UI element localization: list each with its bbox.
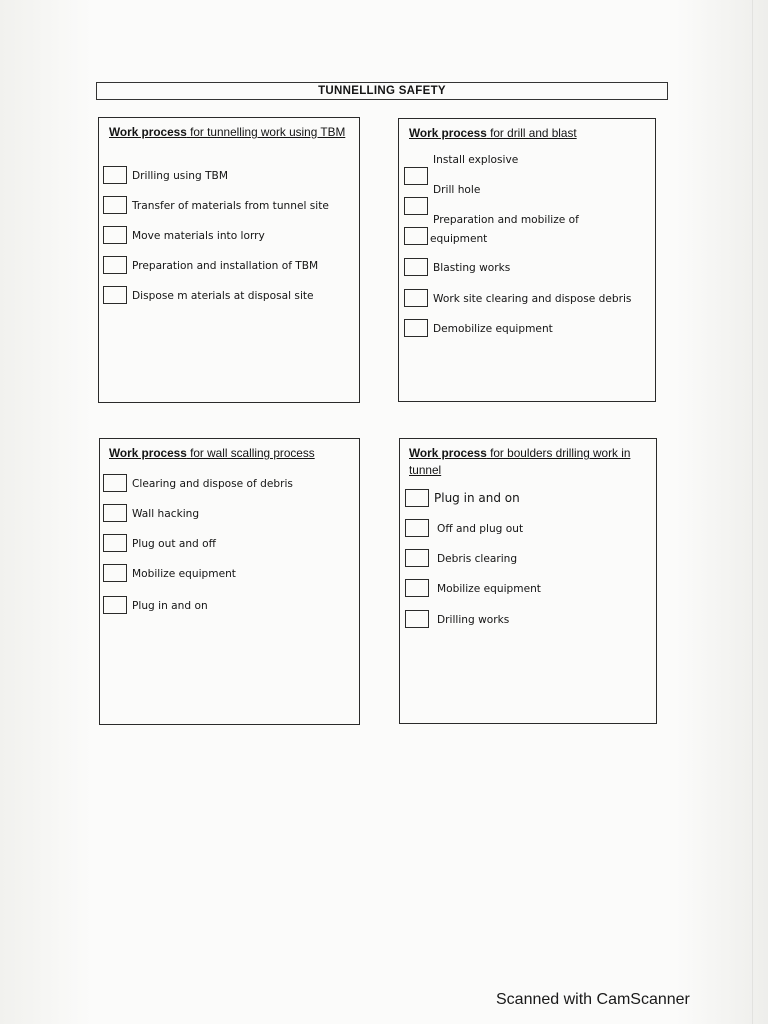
box-title-bold: Work process bbox=[409, 446, 487, 460]
checkbox[interactable] bbox=[103, 256, 127, 274]
box-title-rest: for boulders drilling work in tunnel bbox=[409, 446, 631, 477]
checkbox-label: Clearing and dispose of debris bbox=[132, 478, 293, 490]
checkbox-label: Move materials into lorry bbox=[132, 230, 265, 242]
box-title-bold: Work process bbox=[409, 126, 487, 140]
title-bar bbox=[96, 82, 668, 100]
box-title-rest: for tunnelling work using TBM bbox=[186, 125, 346, 139]
box-title-bold: Work process bbox=[109, 446, 187, 460]
checkbox[interactable] bbox=[405, 610, 429, 628]
checkbox[interactable] bbox=[404, 319, 428, 337]
checkbox-label: Transfer of materials from tunnel site bbox=[132, 200, 329, 212]
checkbox[interactable] bbox=[103, 196, 127, 214]
label-install-explosive: Install explosive bbox=[433, 154, 519, 166]
checkbox[interactable] bbox=[103, 534, 127, 552]
box-title-rest: for drill and blast bbox=[486, 126, 577, 140]
box-title-rest: for wall scalling process bbox=[186, 446, 315, 460]
checkbox-label: Off and plug out bbox=[437, 523, 524, 535]
page-title: TUNNELLING SAFETY bbox=[318, 85, 446, 97]
box-title-wall-scalling bbox=[109, 445, 351, 462]
checkbox-label: Work site clearing and dispose debris bbox=[433, 293, 632, 305]
checkbox[interactable] bbox=[103, 226, 127, 244]
checkbox[interactable] bbox=[404, 289, 428, 307]
scanner-watermark: Scanned with CamScanner bbox=[496, 991, 690, 1008]
checkbox[interactable] bbox=[103, 166, 127, 184]
checkbox-label: Mobilize equipment bbox=[132, 568, 236, 580]
checkbox[interactable] bbox=[404, 258, 428, 276]
box-wall-scalling bbox=[99, 438, 360, 725]
checkbox-label: Plug in and on bbox=[434, 491, 520, 505]
box-boulders bbox=[399, 438, 657, 724]
box-tunnelling-tbm bbox=[98, 117, 360, 403]
checkbox-label: Plug in and on bbox=[132, 600, 208, 612]
box-title-bold: Work process bbox=[109, 125, 187, 139]
checkbox-label: Mobilize equipment bbox=[437, 583, 541, 595]
checkbox-label: Wall hacking bbox=[132, 508, 200, 520]
scan-edge bbox=[752, 0, 753, 1024]
checkbox-label: Drilling works bbox=[437, 614, 510, 626]
box-title-tbm bbox=[109, 124, 351, 141]
checkbox-label: Preparation and installation of TBM bbox=[132, 260, 319, 272]
checkbox[interactable] bbox=[405, 489, 429, 507]
checkbox-label: Drilling using TBM bbox=[132, 170, 228, 182]
checkbox[interactable] bbox=[404, 197, 428, 215]
checkbox[interactable] bbox=[103, 504, 127, 522]
checkbox[interactable] bbox=[103, 564, 127, 582]
label-preparation: Preparation and mobilize of bbox=[433, 214, 579, 226]
checkbox[interactable] bbox=[405, 579, 429, 597]
box-drill-blast bbox=[398, 118, 656, 402]
checkbox-label: Plug out and off bbox=[132, 538, 216, 550]
checkbox[interactable] bbox=[404, 167, 428, 185]
label-drill-hole: Drill hole bbox=[433, 184, 481, 196]
box-title-boulders bbox=[409, 445, 632, 479]
checkbox-label: Dispose m aterials at disposal site bbox=[132, 290, 314, 302]
checkbox[interactable] bbox=[103, 596, 127, 614]
checkbox[interactable] bbox=[103, 286, 127, 304]
checkbox-label: Debris clearing bbox=[437, 553, 518, 565]
box-title-drill-blast bbox=[409, 125, 647, 142]
checkbox-label: Demobilize equipment bbox=[433, 323, 553, 335]
label-equipment: equipment bbox=[430, 233, 488, 245]
checkbox[interactable] bbox=[404, 227, 428, 245]
checkbox[interactable] bbox=[405, 519, 429, 537]
checkbox[interactable] bbox=[103, 474, 127, 492]
checkbox[interactable] bbox=[405, 549, 429, 567]
checkbox-label: Blasting works bbox=[433, 262, 511, 274]
